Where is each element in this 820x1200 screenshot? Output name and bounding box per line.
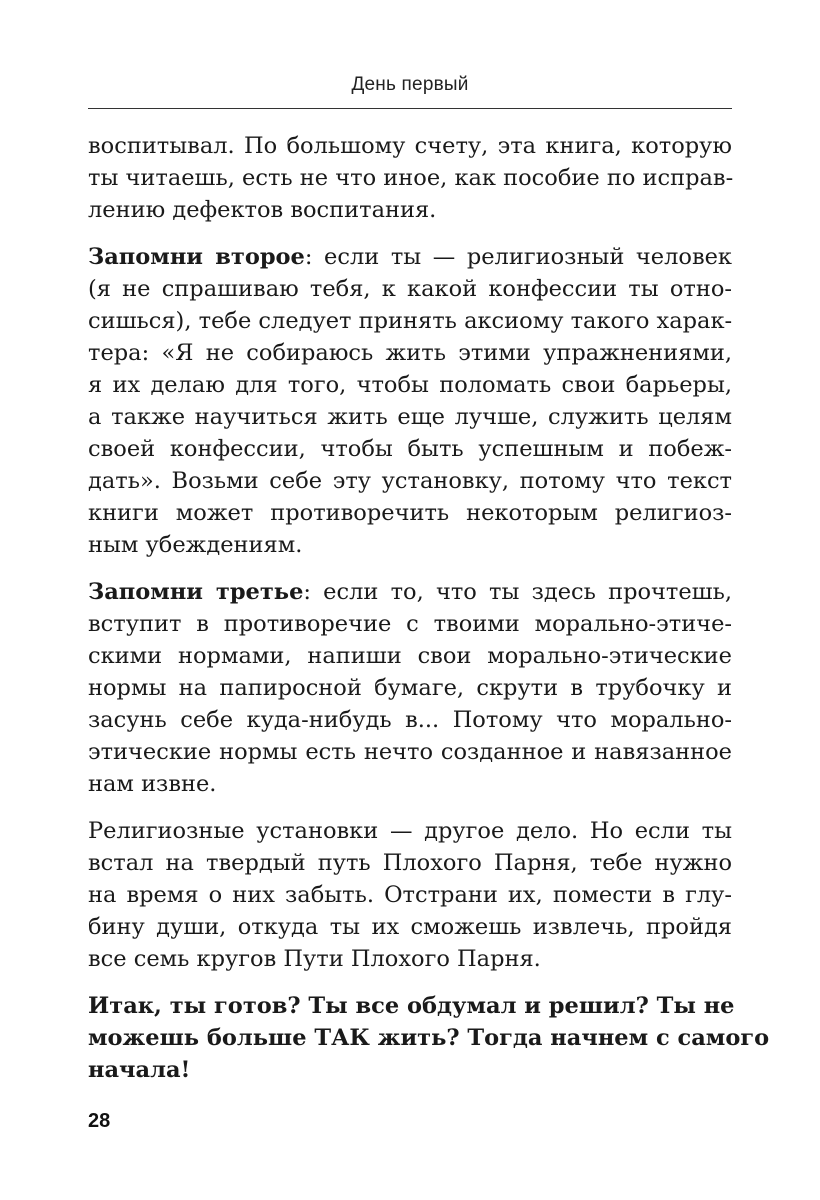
paragraph-lead: Запомни третье	[88, 579, 304, 605]
text-line: Итак, ты готов? Ты все обдумал и решил? Ты не	[88, 993, 735, 1019]
running-head: День первый	[351, 74, 469, 95]
text-line: этические нормы есть нечто созданное и навязанное	[88, 739, 732, 765]
text-line: лению дефектов воспитания.	[88, 197, 437, 223]
text-line	[88, 241, 732, 273]
paragraph-5	[88, 990, 770, 1086]
text-line: а также научиться жить еще лучше, служить целям	[88, 404, 732, 430]
paragraph-lead: Запомни второе	[88, 244, 305, 270]
paragraph-2	[88, 241, 732, 561]
text-line: (я не спрашиваю тебя, к какой конфессии ты отно-	[88, 276, 732, 302]
text-line	[88, 576, 732, 608]
text-line: засунь себе куда-нибудь в... Потому что морально-	[88, 707, 732, 733]
page-number: 28	[88, 1110, 111, 1132]
text-line: бину души, откуда ты их сможешь извлечь, пройдя	[88, 914, 732, 940]
text-line: тера: «Я не собираюсь жить этими упражнениями,	[88, 340, 732, 366]
text-line: можешь больше ТАК жить? Тогда начнем с самого	[88, 1025, 770, 1051]
text-line: скими нормами, напиши свои морально-этические	[88, 643, 732, 669]
text-line: ным убеждениям.	[88, 532, 303, 558]
text-line: ты читаешь, есть не что иное, как пособие по исправ-	[88, 165, 734, 191]
text-line: вступит в противоречие с твоими морально-этиче-	[88, 611, 732, 637]
text-line: нормы на папиросной бумаге, скрути в трубочку и	[88, 675, 732, 701]
text-line: начала!	[88, 1057, 191, 1083]
text-line: встал на твердый путь Плохого Парня, тебе нужно	[88, 850, 732, 876]
text-line: своей конфессии, чтобы быть успешным и побеж-	[88, 436, 732, 462]
text-line: дать». Возьми себе эту установку, потому что текст	[88, 468, 732, 494]
text-fragment: : если то, что ты здесь прочтешь,	[303, 579, 732, 605]
text-line: книги может противоречить некоторым религиоз-	[88, 500, 732, 526]
text-line: сишься), тебе следует принять аксиому такого харак-	[88, 308, 733, 334]
paragraph-3	[88, 576, 732, 800]
text-fragment: : если ты — религиозный человек	[304, 244, 732, 270]
text-line: нам извне.	[88, 771, 217, 797]
text-line: я их делаю для того, чтобы поломать свои барьеры,	[88, 372, 732, 398]
text-line: на время о них забыть. Отстрани их, помести в глу-	[88, 882, 732, 908]
text-line: воспитывал. По большому счету, эта книга, которую	[88, 133, 732, 159]
text-line: Религиозные установки — другое дело. Но если ты	[88, 818, 732, 844]
header-rule	[88, 108, 732, 109]
paragraph-1	[88, 130, 732, 226]
paragraph-4	[88, 815, 732, 975]
page-body	[88, 130, 770, 1101]
text-line: все семь кругов Пути Плохого Парня.	[88, 946, 541, 972]
